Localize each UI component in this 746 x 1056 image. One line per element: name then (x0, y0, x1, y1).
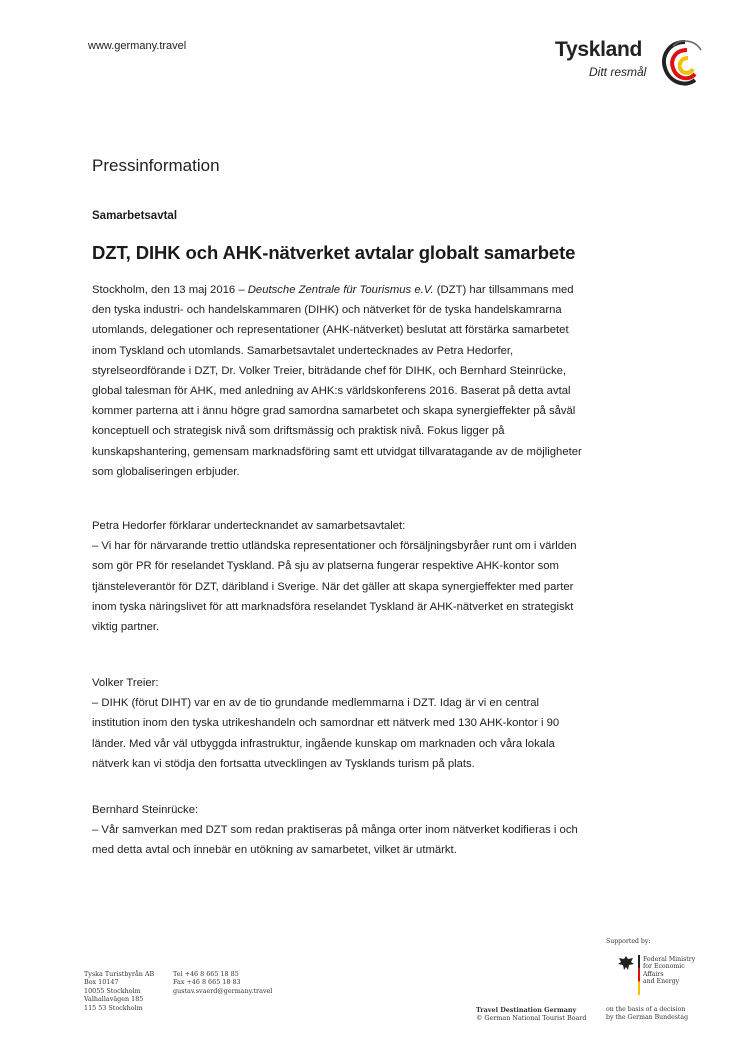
paragraph-line: med detta avtal och innebär en utökning av samarbetet, vilket är utmärkt. (92, 844, 457, 857)
fax-number: Fax +46 8 665 18 83 (173, 978, 241, 987)
paragraph-line (92, 280, 652, 300)
section-title: Pressinformation (92, 156, 220, 175)
footer-brand-name: Travel Destination Germany (476, 1006, 577, 1014)
paragraph-line: Bernhard Steinrücke: (92, 804, 199, 816)
swirl-emblem-icon (655, 36, 703, 92)
dateline: Stockholm, den 13 maj 2016 – (92, 284, 248, 296)
kicker: Samarbetsavtal (92, 210, 178, 222)
paragraph-intro (92, 280, 652, 482)
paragraph-line: konceptuell och strategisk nivå som driftsmässig och praktisk nivå. Fokus ligger på (92, 425, 505, 438)
paragraph-treier (92, 673, 652, 774)
ministry-name (643, 956, 707, 986)
website-url[interactable]: www.germany.travel (88, 40, 187, 52)
logo-tagline: Ditt resmål (589, 65, 647, 79)
basis-line: by the German Bundestag (606, 1014, 689, 1021)
basis-line: on the basis of a decision (606, 1006, 686, 1013)
paragraph-line: global talesman för AHK, med anledning av AHK:s världskonferens 2016. Baserat på detta avtal (92, 385, 571, 398)
tyskland-logo (555, 36, 705, 96)
address-line: Box 10147 (84, 978, 119, 987)
federal-eagle-icon (617, 955, 635, 971)
paragraph-steinruecke (92, 800, 652, 861)
paragraph-line: som gör PR för reselandet Tyskland. På sju av platserna fungerar respektive AHK-kontor som (92, 560, 559, 573)
paragraph-line: viktig partner. (92, 621, 160, 634)
paragraph-hedorfer (92, 516, 652, 637)
address-line: 10055 Stockholm (84, 986, 141, 995)
phone-number: Tel +46 8 665 18 85 (173, 970, 239, 978)
footer-brand-sub: © German National Tourist Board (476, 1014, 587, 1022)
organization-name: Deutsche Zentrale für Tourismus e.V. (247, 284, 434, 296)
logo-brand-text: Tyskland (555, 38, 643, 61)
paragraph-line: – DIHK (förut DIHT) var en av de tio grundande medlemmarna i DZT. Idag är vi en central (92, 697, 540, 710)
footer-contact (173, 970, 272, 995)
paragraph-line: inom Tyskland och utomlands. Samarbetsavtalet undertecknades av Petra Hedorfer, (92, 344, 514, 357)
paragraph-line: Petra Hedorfer förklarar undertecknandet av samarbetsavtalet: (92, 520, 406, 532)
paragraph-line: utomlands, delegationer och representationer (AHK-nätverket) beslutat att förstärka samarbetet (92, 324, 569, 337)
address-line: Valhallavägen 185 (84, 995, 144, 1004)
paragraph-line: nätverk kan vi stödja den fortsatta utvecklingen av Tysklands turism på plats. (92, 757, 475, 770)
paragraph-line: styrelseordförande i DZT, Dr. Volker Treier, biträdande chef för DIHK, och Bernhard Steinrücke, (92, 364, 567, 377)
paragraph-line: den tyska industri- och handelskammaren (DIHK) och nätverket för de tyska handelskamrarna (92, 304, 562, 317)
flag-stripe (638, 955, 640, 995)
footer-brand (476, 1006, 586, 1022)
ministry-line: for Economic Affairs (643, 963, 685, 978)
paragraph-line: kommer parterna att i ännu högre grad samordna samarbetet och skapa synergieffekter på såväl (92, 405, 576, 418)
paragraph-line: tjänsteleverantör för DZT, däribland i Sverige. När det gäller att skapa synergieffekter med parter (92, 580, 574, 593)
address-line: Tyska Turistbyrån AB (84, 970, 155, 978)
bundestag-basis (606, 1006, 688, 1022)
email-link[interactable]: gustav.svaerd@germany.travel (173, 986, 273, 995)
supported-by-label: Supported by: (606, 938, 651, 945)
paragraph-line: institution inom den tyska utrikeshandeln och samordnar ett nätverk med 130 AHK-kontor i 90 (92, 717, 560, 730)
headline: DZT, DIHK och AHK-nätverket avtalar globalt samarbete (92, 242, 576, 263)
paragraph-line: – Vår samverkan med DZT som redan praktiseras på många orter inom nätverket kodifieras i och (92, 824, 578, 837)
paragraph-line: inom tyska näringslivet för att marknadsföra reselandet Tyskland är AHK-nätverket en strategiskt (92, 600, 574, 613)
paragraph-line: – Vi har för närvarande trettio utländska representationer och försäljningsbyråer runt om i världen (92, 540, 577, 553)
ministry-line: and Energy (643, 978, 680, 986)
paragraph-line: kunskapshantering, gemensam marknadsföring samt ett utvidgat tillvaratagande av de möjligheter (92, 445, 582, 458)
paragraph-line: som globaliseringen erbjuder. (92, 465, 240, 478)
line-text: (DZT) har tillsammans med (433, 284, 574, 296)
federal-ministry-logo (617, 955, 707, 999)
ministry-line: Federal Ministry (643, 956, 696, 963)
footer-address (84, 970, 154, 1012)
address-line: 115 53 Stockholm (84, 1003, 143, 1012)
paragraph-line: Volker Treier: (92, 677, 159, 689)
paragraph-line: länder. Med vår väl utbyggda infrastruktur, ingående kunskap om marknaden och våra lokala (92, 737, 555, 750)
